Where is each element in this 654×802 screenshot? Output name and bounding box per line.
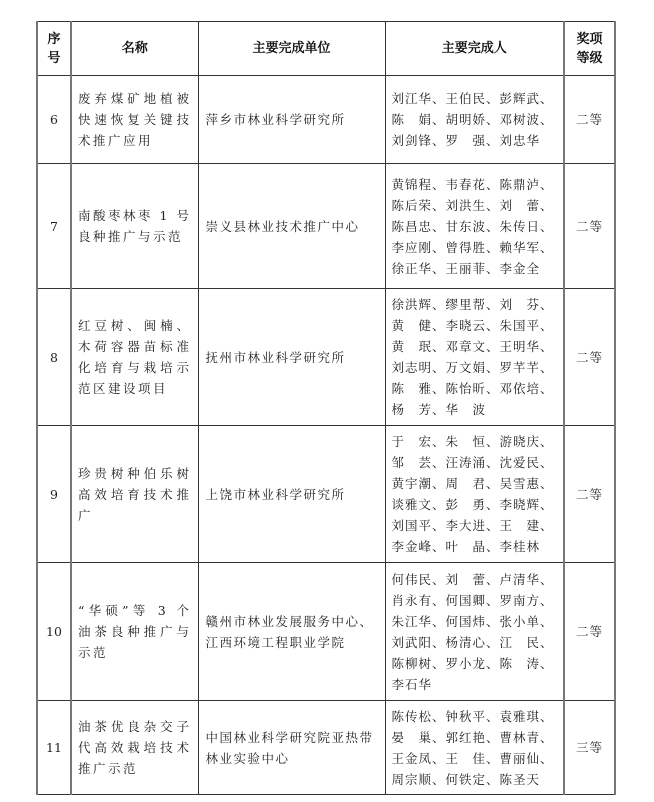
row-unit: 崇义县林业技术推广中心 — [198, 164, 385, 289]
row-unit: 中国林业科学研究院亚热带林业实验中心 — [198, 701, 385, 795]
row-name: “华硕”等 3 个油茶良种推广与示范 — [71, 563, 198, 701]
awards-table — [36, 21, 616, 795]
row-seq: 8 — [37, 289, 71, 426]
person-line: 徐正华、王丽菲、李金全 — [391, 260, 541, 276]
header-row — [37, 22, 615, 76]
header-seq — [37, 22, 71, 76]
person-line: 陈 雅、陈怡昕、邓依培、 — [391, 381, 554, 396]
row-seq: 10 — [37, 563, 71, 701]
table-row — [37, 426, 615, 563]
header-name: 名称 — [71, 22, 198, 76]
person-line: 黄宇潮、周 君、吴雪惠、 — [391, 476, 554, 491]
person-line: 肖永有、何国卿、罗南方、 — [391, 592, 554, 608]
row-name: 废弃煤矿地植被快速恢复关键技术推广应用 — [71, 76, 198, 164]
person-line: 陈 娟、胡明娇、邓树波、 — [391, 112, 554, 127]
person-line: 朱江华、何国炜、张小单、 — [391, 613, 554, 629]
header-people: 主要完成人 — [385, 22, 564, 76]
row-grade: 二等 — [564, 289, 615, 426]
person-line: 李金峰、叶 晶、李桂林 — [391, 539, 541, 554]
person-line: 晏 巢、郭红艳、曹林青、 — [391, 729, 554, 745]
table-row — [37, 164, 615, 289]
table-row — [37, 701, 615, 795]
row-unit: 萍乡市林业科学研究所 — [198, 76, 385, 164]
person-line: 于 宏、朱 恒、游晓庆、 — [391, 434, 554, 449]
person-line: 刘江华、王伯民、彭辉武、 — [391, 91, 554, 106]
row-name: 油茶优良杂交子代高效栽培技术推广示范 — [71, 701, 198, 795]
row-seq: 6 — [37, 76, 71, 164]
row-people — [385, 426, 564, 563]
row-people — [385, 76, 564, 164]
person-line: 谈雅文、彭 勇、李晓辉、 — [391, 497, 554, 512]
row-grade: 三等 — [564, 701, 615, 795]
person-line: 刘志明、万文娟、罗芊芊、 — [391, 360, 554, 375]
row-people — [385, 164, 564, 289]
row-people — [385, 563, 564, 701]
person-line: 李应刚、曾得胜、赖华军、 — [391, 239, 554, 255]
person-line: 邹 芸、汪涛涌、沈爱民、 — [391, 455, 554, 470]
row-name: 珍贵树种伯乐树高效培育技术推广 — [71, 426, 198, 563]
person-line: 黄 健、李晓云、朱国平、 — [391, 318, 554, 333]
person-line: 陈柳树、罗小龙、陈 涛、 — [391, 655, 554, 671]
row-grade: 二等 — [564, 76, 615, 164]
row-unit: 上饶市林业科学研究所 — [198, 426, 385, 563]
person-line: 何伟民、刘 蕾、卢清华、 — [391, 571, 554, 587]
person-line: 刘剑锋、罗 强、刘忠华 — [391, 133, 541, 148]
table-row — [37, 76, 615, 164]
row-grade: 二等 — [564, 164, 615, 289]
header-seq-line2: 号 — [47, 50, 61, 66]
header-unit: 主要完成单位 — [198, 22, 385, 76]
header-grade — [564, 22, 615, 76]
row-seq: 7 — [37, 164, 71, 289]
person-line: 陈昌忠、甘东波、朱传日、 — [391, 218, 554, 234]
row-unit: 抚州市林业科学研究所 — [198, 289, 385, 426]
person-line: 周宗顺、何铁定、陈圣天 — [391, 771, 541, 787]
row-people — [385, 701, 564, 795]
person-line: 王金凤、王 佳、曹丽仙、 — [391, 750, 554, 766]
row-grade: 二等 — [564, 426, 615, 563]
person-line: 刘国平、李大进、王 建、 — [391, 518, 554, 533]
person-line: 黄锦程、韦春花、陈鼎泸、 — [391, 176, 554, 192]
header-seq-line1: 序 — [47, 31, 61, 47]
table-row — [37, 563, 615, 701]
person-line: 李石华 — [391, 676, 433, 692]
person-line: 陈传松、钟秋平、袁雅琪、 — [391, 708, 554, 724]
header-grade-line2: 等级 — [576, 50, 603, 66]
row-people — [385, 289, 564, 426]
person-line: 刘武阳、杨清心、江 民、 — [391, 634, 554, 650]
row-name: 南酸枣林枣 1 号良种推广与示范 — [71, 164, 198, 289]
row-name: 红豆树、闽楠、木荷容器苗标准化培育与栽培示范区建设项目 — [71, 289, 198, 426]
row-grade: 二等 — [564, 563, 615, 701]
person-line: 黄 珉、邓章文、王明华、 — [391, 339, 554, 354]
person-line: 徐洪辉、缪里帮、刘 芬、 — [391, 297, 554, 312]
row-unit: 赣州市林业发展服务中心、江西环境工程职业学院 — [198, 563, 385, 701]
person-line: 陈后荣、刘洪生、刘 蕾、 — [391, 197, 554, 213]
person-line: 杨 芳、华 波 — [391, 402, 487, 417]
table-row — [37, 289, 615, 426]
header-grade-line1: 奖项 — [576, 31, 603, 47]
row-seq: 9 — [37, 426, 71, 563]
row-seq: 11 — [37, 701, 71, 795]
